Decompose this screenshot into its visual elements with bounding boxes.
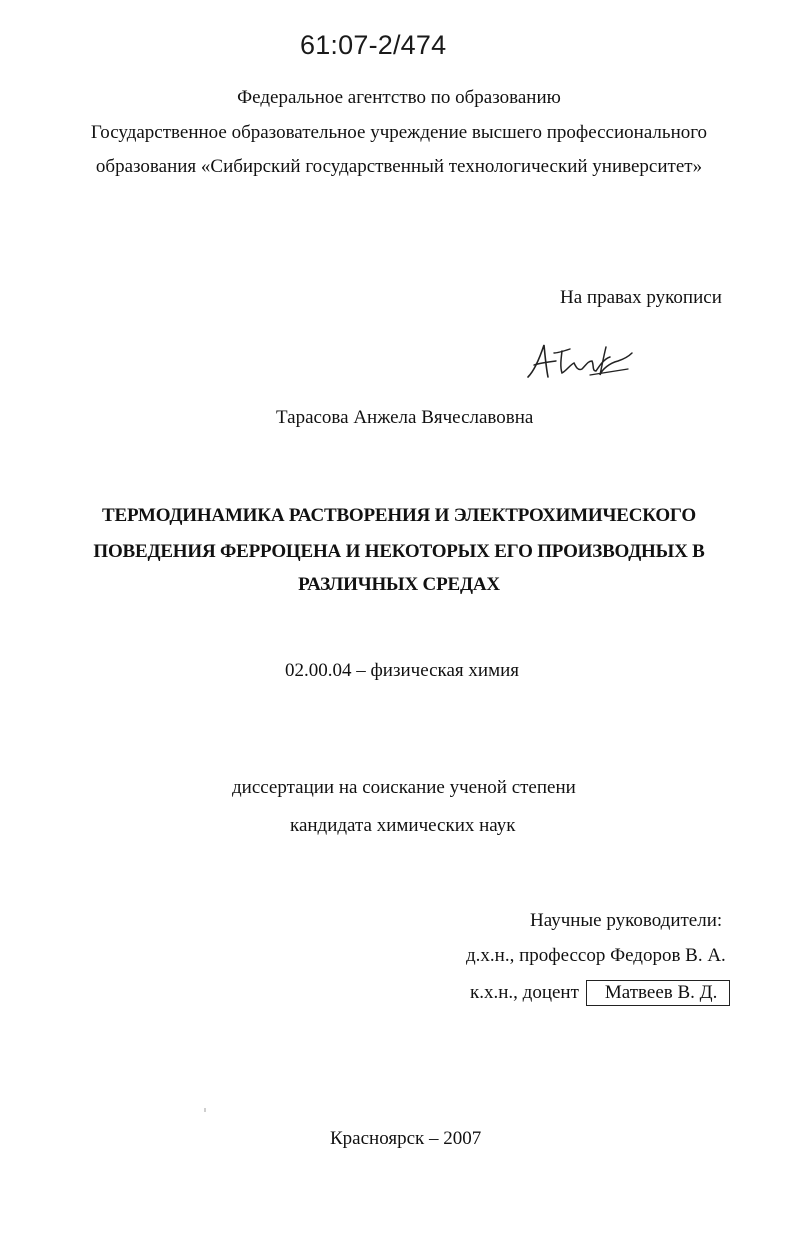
catalog-code: 61:07-2/474 [300,30,447,60]
specialty-code: 02.00.04 – физическая химия [285,660,520,681]
scan-speck [204,1108,206,1112]
supervisor-2-title: к.х.н., доцент [470,982,579,1003]
agency-line: Федеральное агентство по образованию [237,87,561,108]
title-line-2: ПОВЕДЕНИЯ ФЕРРОЦЕНА И НЕКОТОРЫХ ЕГО ПРОИЗВОДНЫХ В [93,541,705,562]
institution-line-2: образования «Сибирский государственный технологический университет» [95,156,703,177]
supervisor-2-name-box: Матвеев В. Д. [586,980,730,1006]
author-name: Тарасова Анжела Вячеславовна [276,407,534,428]
title-line-1: ТЕРМОДИНАМИКА РАСТВОРЕНИЯ И ЭЛЕКТРОХИМИЧЕСКОГО [102,505,696,526]
title-line-3: РАЗЛИЧНЫХ СРЕДАХ [298,574,500,595]
manuscript-note: На правах рукописи [560,287,722,308]
handwritten-signature-icon [520,335,640,390]
degree-line-2: кандидата химических наук [290,815,516,836]
institution-line-1: Государственное образовательное учреждение высшего профессионального [90,122,708,143]
supervisor-1: д.х.н., профессор Федоров В. А. [466,945,726,966]
degree-line-1: диссертации на соискание ученой степени [232,777,576,798]
supervisor-2-row [470,980,730,1006]
city-year: Красноярск – 2007 [330,1128,482,1149]
supervisors-heading: Научные руководители: [530,910,723,931]
